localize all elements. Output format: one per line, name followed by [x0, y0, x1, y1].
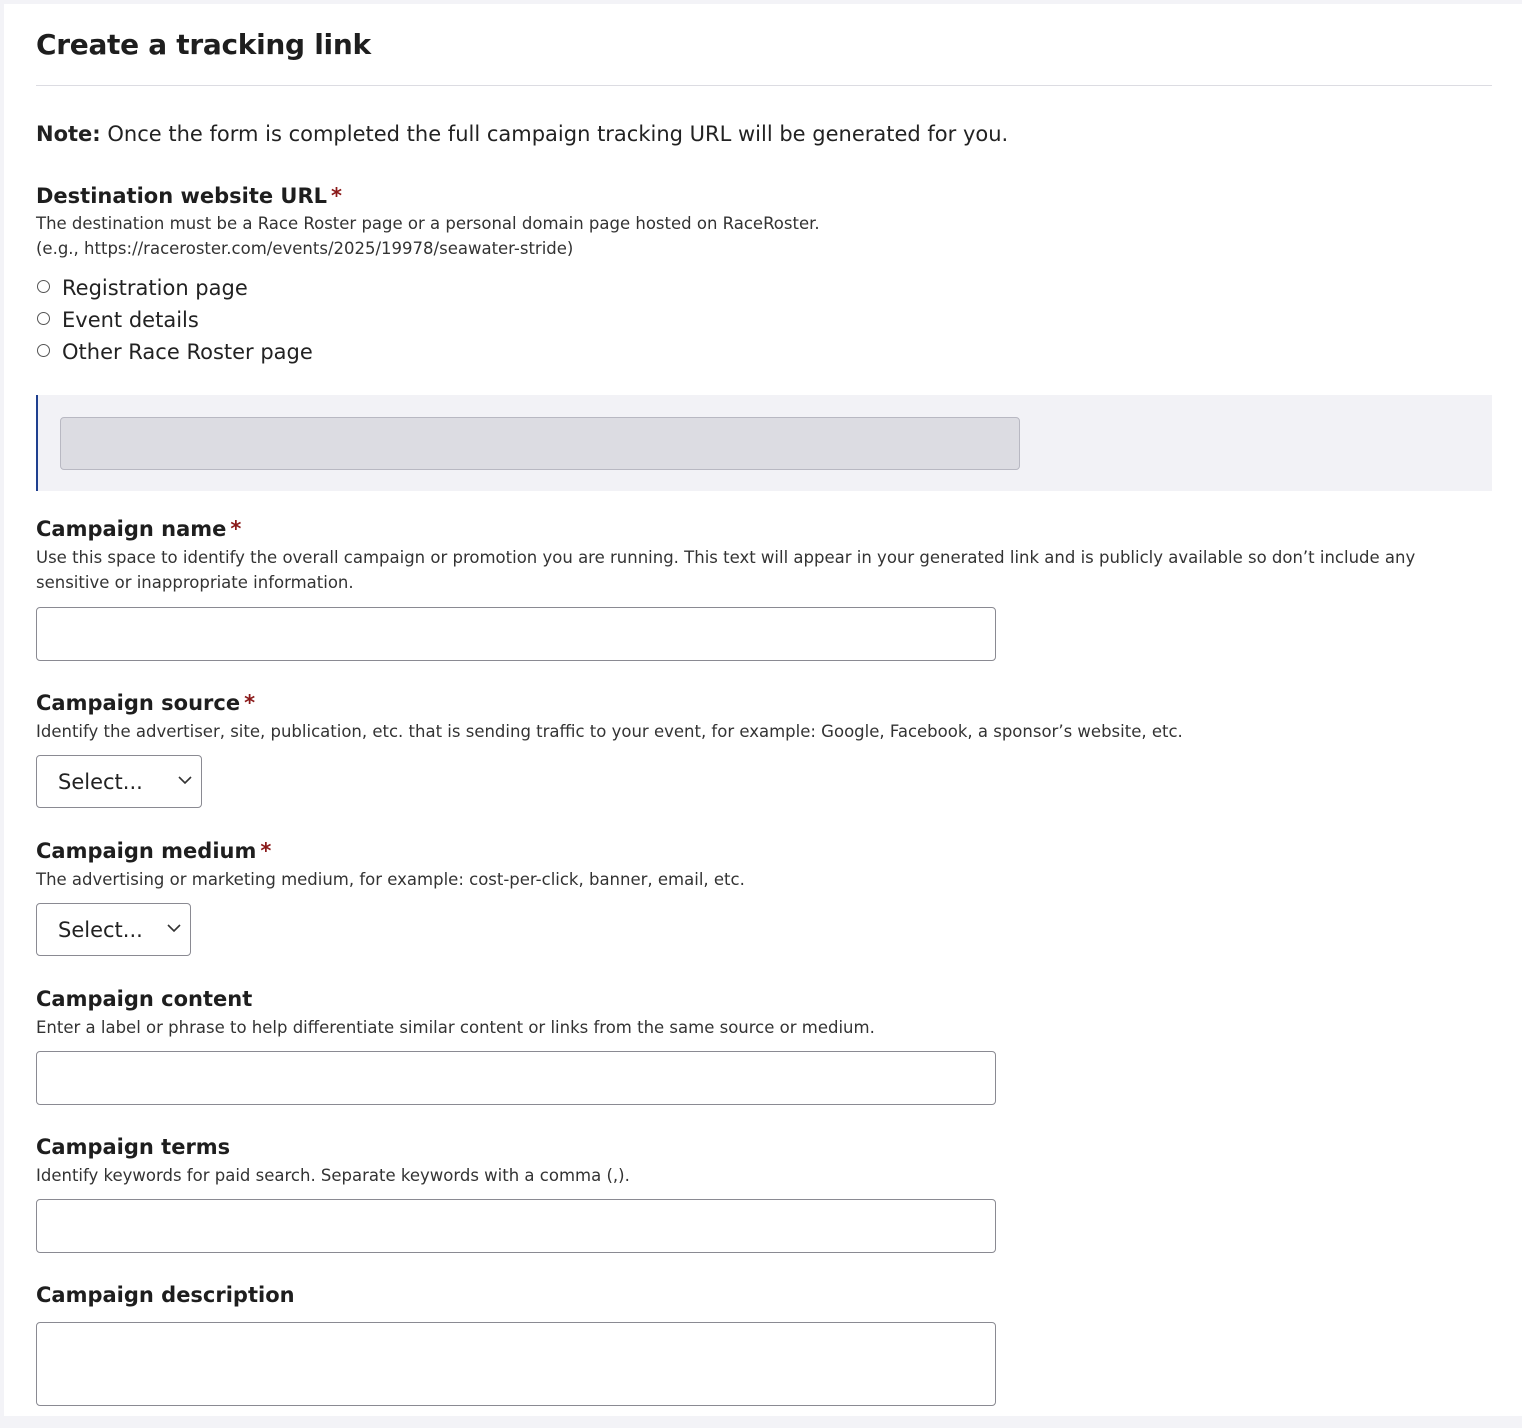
- campaign-terms-help: Identify keywords for paid search. Separate keywords with a comma (,).: [36, 1166, 630, 1185]
- select-value: Select...: [58, 769, 143, 794]
- campaign-name-label: [36, 517, 241, 541]
- select-value: Select...: [58, 917, 143, 942]
- campaign-description-label: Campaign description: [36, 1283, 295, 1307]
- radio-button[interactable]: [37, 280, 50, 293]
- page-title: Create a tracking link: [36, 28, 371, 61]
- campaign-name-help: Use this space to identify the overall campaign or promotion you are running. This text will appear in your generated link and is publicly available so don’t include any sensitive or inappropriate information.: [36, 548, 1416, 592]
- campaign-source-select[interactable]: [36, 755, 202, 808]
- campaign-content-help: Enter a label or phrase to help differentiate similar content or links from the same source or medium.: [36, 1018, 875, 1037]
- campaign-source-help: Identify the advertiser, site, publication, etc. that is sending traffic to your event, for example: Google, Facebook, a sponsor’s website, etc.: [36, 722, 1183, 741]
- radio-registration-page[interactable]: [36, 274, 248, 302]
- campaign-terms-input[interactable]: [36, 1199, 996, 1253]
- radio-event-details[interactable]: [36, 306, 199, 334]
- chevron-down-icon: [178, 775, 192, 785]
- note-text: Once the form is completed the full campaign tracking URL will be generated for you.: [100, 122, 1009, 146]
- destination-url-help-line1: The destination must be a Race Roster page or a personal domain page hosted on RaceRoster.: [36, 214, 820, 233]
- campaign-name-label-text: Campaign name: [36, 517, 227, 541]
- destination-url-label: [36, 184, 342, 208]
- destination-url-help-example: (e.g., https://raceroster.com/events/2025/19978/seawater-stride): [36, 239, 574, 258]
- radio-label[interactable]: Event details: [62, 308, 199, 332]
- required-mark: *: [260, 839, 272, 863]
- required-mark: *: [244, 691, 256, 715]
- campaign-medium-select[interactable]: [36, 903, 191, 956]
- destination-url-field: [60, 417, 1020, 470]
- note-label: Note:: [36, 122, 101, 146]
- radio-label[interactable]: Registration page: [62, 276, 248, 300]
- campaign-source-label-text: Campaign source: [36, 691, 241, 715]
- form-note: [36, 122, 1008, 146]
- required-mark: *: [230, 517, 242, 541]
- radio-label[interactable]: Other Race Roster page: [62, 340, 313, 364]
- campaign-description-textarea[interactable]: [36, 1322, 996, 1406]
- campaign-name-input[interactable]: [36, 607, 996, 661]
- campaign-terms-label: Campaign terms: [36, 1135, 231, 1159]
- campaign-content-label: Campaign content: [36, 987, 253, 1011]
- radio-button[interactable]: [37, 312, 50, 325]
- chevron-down-icon: [167, 923, 181, 933]
- destination-url-help: [36, 211, 820, 261]
- campaign-medium-label-text: Campaign medium: [36, 839, 257, 863]
- campaign-source-label: [36, 691, 255, 715]
- destination-url-callout: [36, 395, 1492, 491]
- required-mark: *: [331, 184, 343, 208]
- campaign-medium-help: The advertising or marketing medium, for example: cost-per-click, banner, email, etc.: [36, 870, 745, 889]
- title-divider: [36, 85, 1492, 86]
- destination-url-label-text: Destination website URL: [36, 184, 328, 208]
- campaign-medium-label: [36, 839, 271, 863]
- form-panel: [4, 4, 1522, 1416]
- campaign-content-input[interactable]: [36, 1051, 996, 1105]
- radio-other-race-roster-page[interactable]: [36, 338, 313, 366]
- radio-button[interactable]: [37, 344, 50, 357]
